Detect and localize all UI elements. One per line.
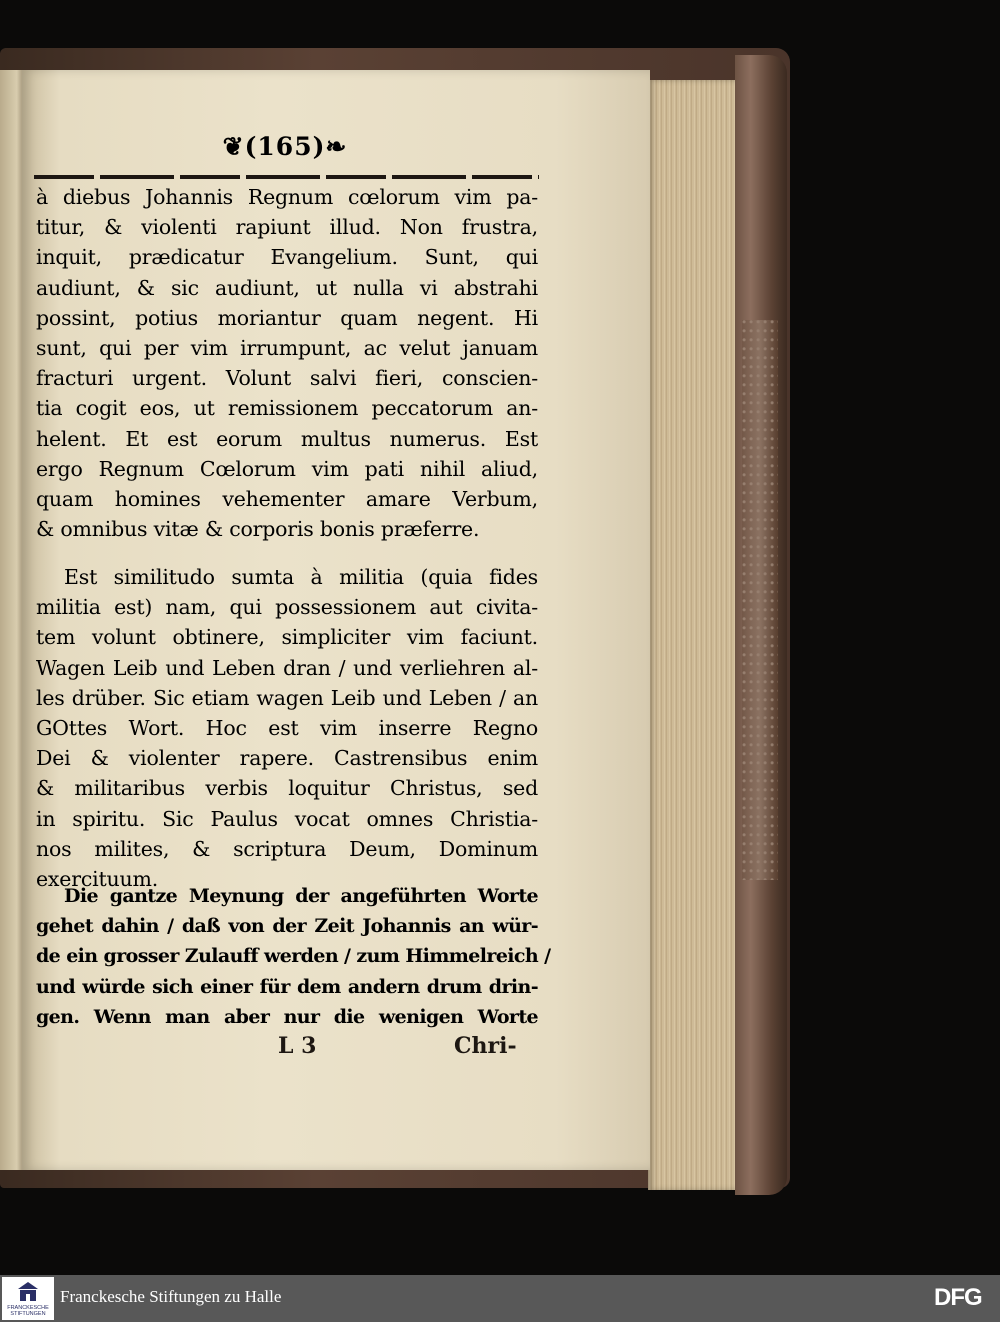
paragraph-3 [36,881,551,1032]
text-line: à diebus Johannis Regnum cœlorum vim pa- [36,185,538,209]
text-line: tia cogit eos, ut remissionem peccatorum an- [36,396,538,421]
text-line: inquit, prædicatur Evangelium. Sunt, qui [36,245,538,270]
institution-name-link[interactable]: Franckesche Stiftungen zu Halle [60,1287,282,1306]
text-line: gen. Wenn man aber nur die wenigen Worte [36,1005,538,1028]
text-line: titur, & violenti rapiunt illud. Non frustra, [36,215,538,240]
text-line: militia est) nam, qui possessionem aut civita- [36,595,538,620]
building-icon [16,1280,40,1304]
text-line: les drüber. Sic etiam wagen Leib und Leben / an [36,685,538,710]
text-line: Est similitudo sumta à militia (quia fides [64,565,538,589]
text-line: & militaribus verbis loquitur Christus, sed [36,776,538,801]
dfg-logo[interactable]: DFG [934,1284,982,1311]
text-line: exercituum. [36,866,159,891]
text-line: sunt, qui per vim irrumpunt, ac velut januam [36,335,538,360]
page-block-edges [648,80,740,1190]
text-line: de ein grosser Zulauff werden / zum Himmelreich / [36,945,551,968]
text-line: & omnibus vitæ & corporis bonis præferre. [36,517,480,542]
spine-texture [742,320,778,880]
text-line: GOttes Wort. Hoc est vim inserre Regno [36,715,538,740]
header-ornament-right-icon: ❧ [325,132,348,161]
text-line: gehet dahin / daß von der Zeit Johannis an wür- [36,915,538,938]
text-line: und würde sich einer für dem andern drum drin- [36,975,538,998]
paragraph-2 [36,562,538,894]
text-line: Dei & violenter rapere. Castrensibus enim [36,746,538,771]
text-line: in spiritu. Sic Paulus vocat omnes Christia- [36,806,538,831]
signature-mark: L 3 [278,1033,317,1059]
facing-page-edge [0,70,24,1170]
text-line: quam homines vehementer amare Verbum, [36,486,538,511]
institution-logo[interactable] [2,1277,54,1320]
text-line: nos milites, & scriptura Deum, Dominum [36,836,538,861]
text-line: ergo Regnum Cœlorum vim pati nihil aliud, [36,456,538,481]
catchword: Chri- [454,1033,517,1059]
header-rule [34,175,539,179]
text-line: fracturi urgent. Volunt salvi fieri, conscien- [36,366,538,391]
text-line: possint, potius moriantur quam negent. Hi [36,305,538,330]
text-line: helent. Et est eorum multus numerus. Est [36,426,538,451]
text-line: tem volunt obtinere, simpliciter vim faciunt. [36,625,538,650]
text-line: Die gantze Meynung der angeführten Worte [64,885,538,907]
text-line: audiunt, & sic audiunt, ut nulla vi abstrahi [36,275,538,300]
header-ornament-left-icon: ❦ [222,132,245,161]
page-number: (165) [244,132,326,161]
paragraph-1 [36,182,538,544]
text-line: Wagen Leib und Leben dran / und verliehren al- [36,655,538,680]
page-header [200,132,370,161]
logo-text: FRANCKESCHE STIFTUNGEN [7,1305,49,1317]
